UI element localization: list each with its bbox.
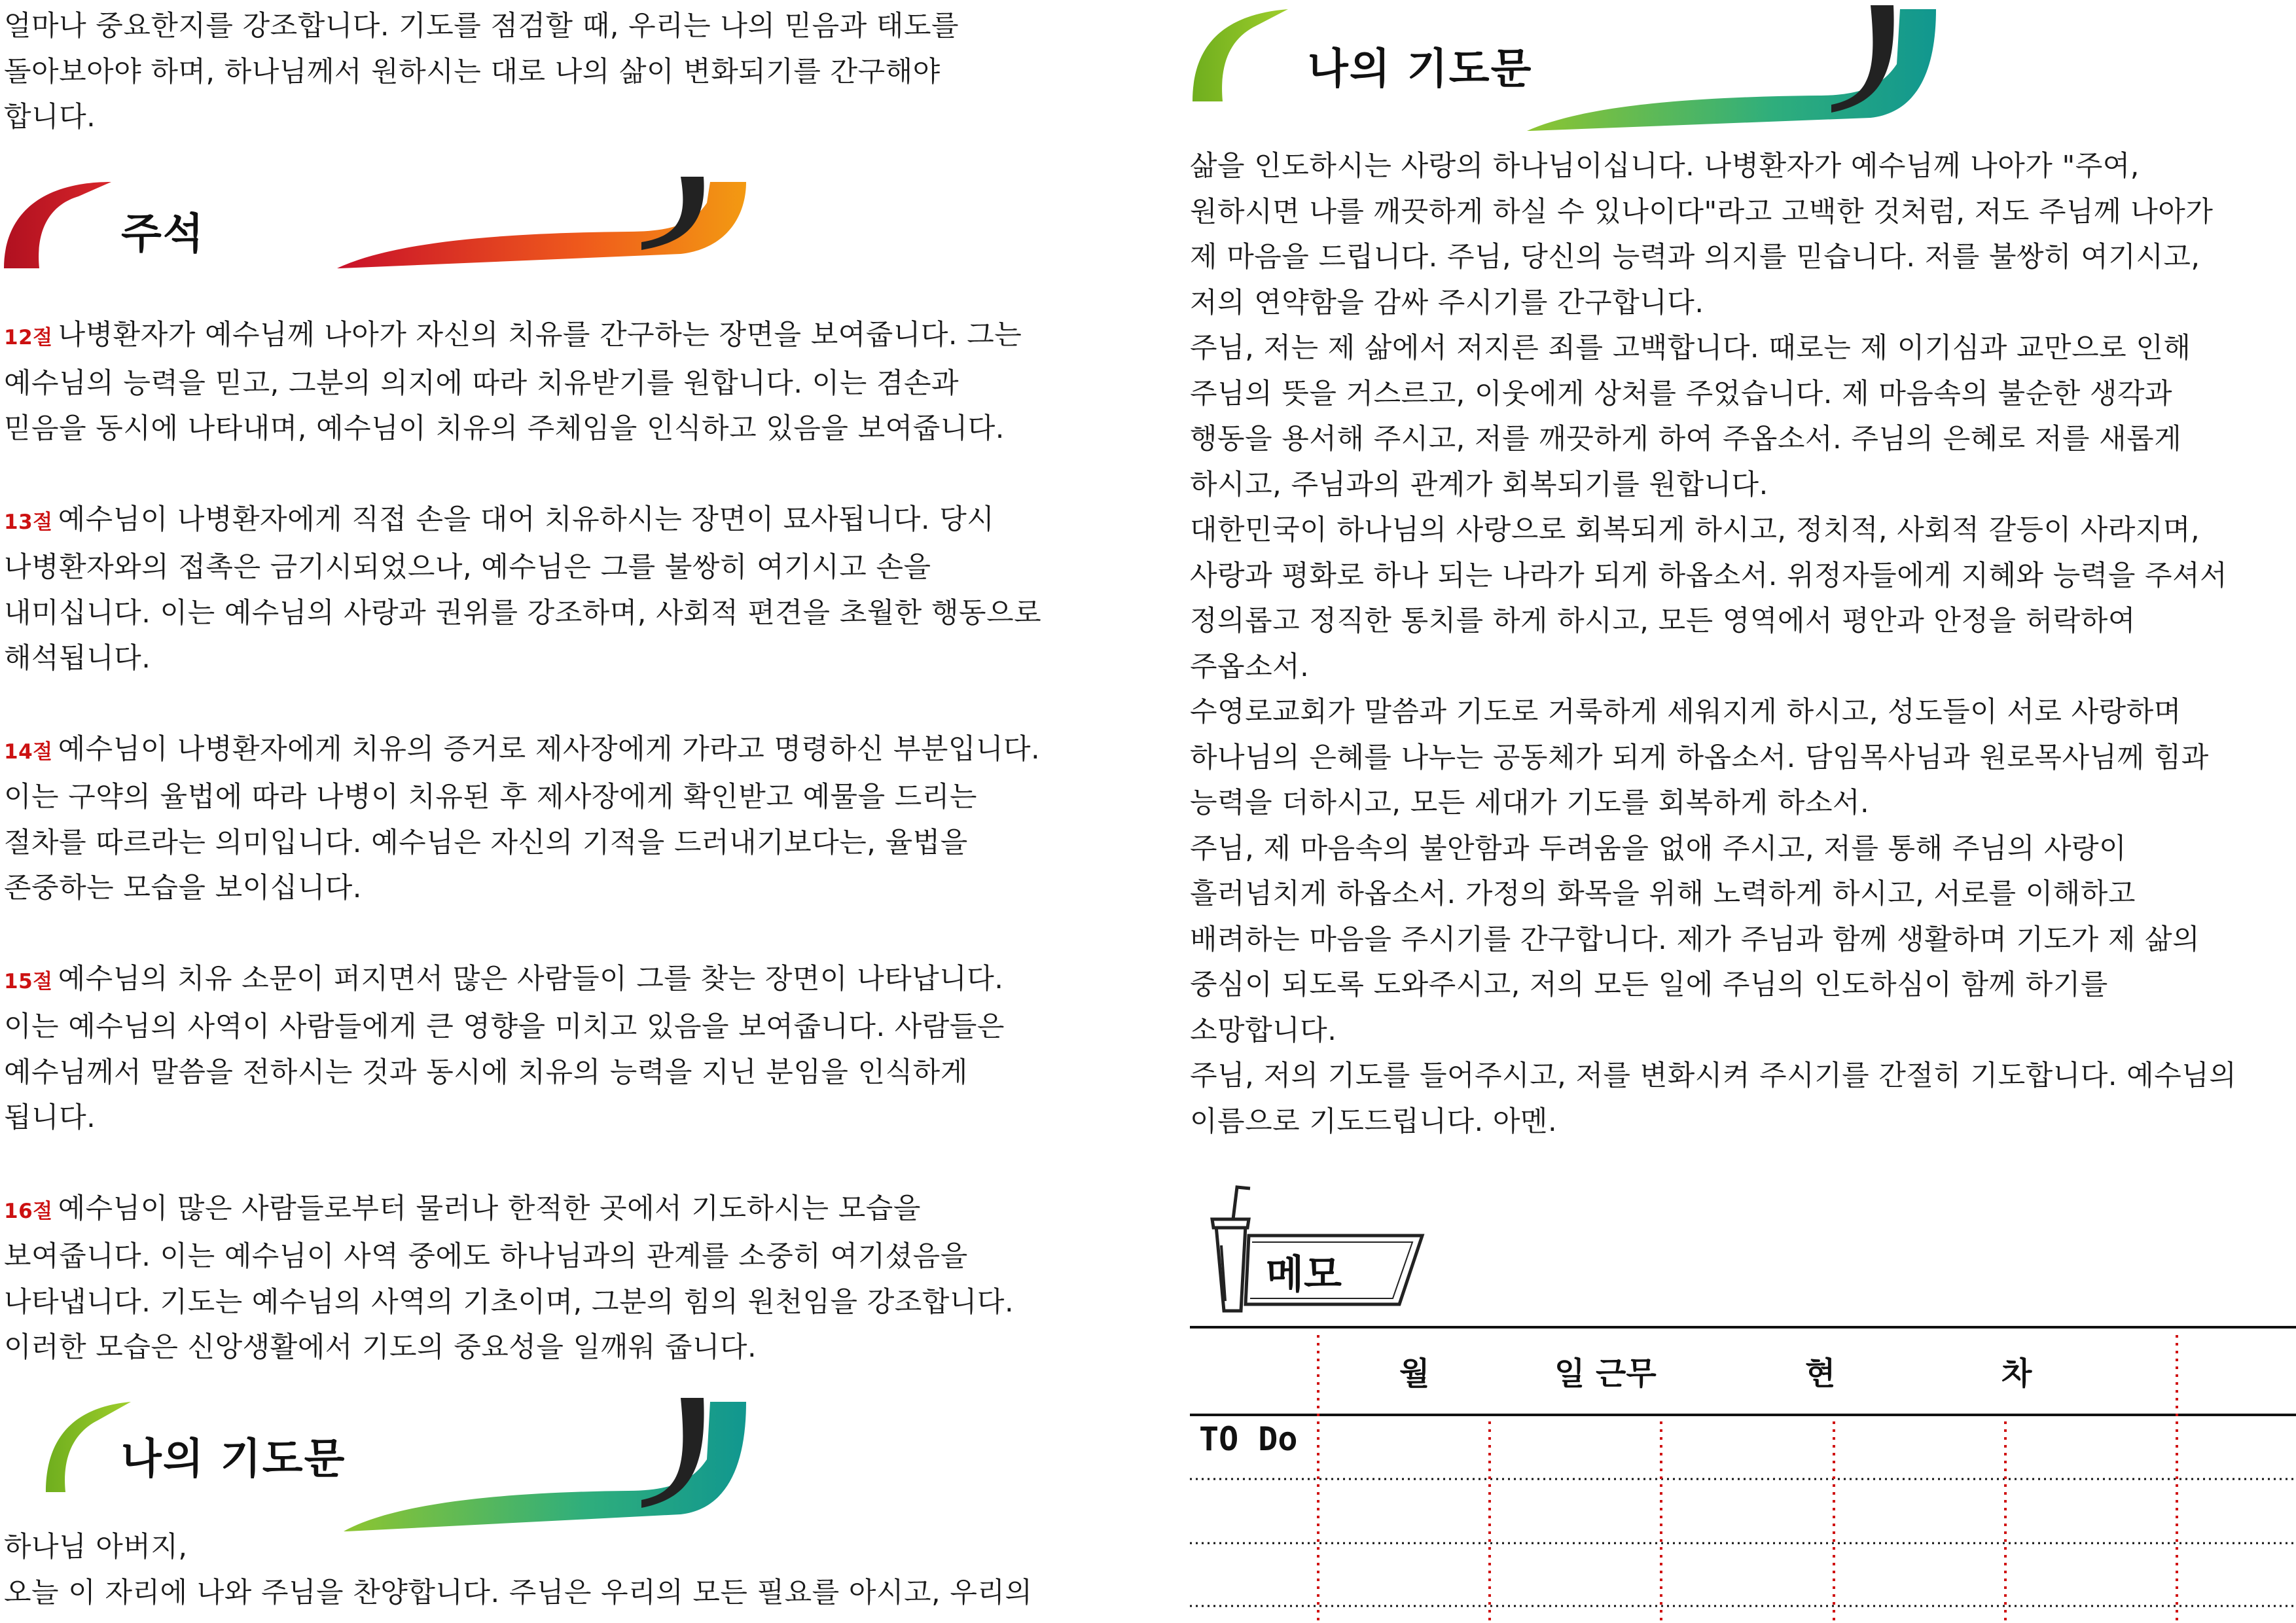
note-line: 보여줍니다. 이는 예수님이 사역 중에도 하나님과의 관계를 소중히 여기셨음을 <box>4 1240 968 1273</box>
note-line: 존중하는 모습을 보이십니다. <box>4 872 362 904</box>
notes-list <box>4 313 1110 1371</box>
prayer-body <box>1190 144 2296 1145</box>
prayer-line: 하나님의 은혜를 나누는 공동체가 되게 하옵소서. 담임목사님과 원로목사님께 힘과 <box>1190 741 2209 774</box>
prayer-line: 제 마음을 드립니다. 주님, 당신의 능력과 의지를 믿습니다. 저를 불쌍히 여기시고, <box>1190 241 2200 274</box>
prayer-line: 이름으로 기도드립니다. 아멘. <box>1190 1105 1558 1138</box>
prayer-line: 원하시면 나를 깨끗하게 하실 수 있나이다"라고 고백한 것처럼, 저도 주님께 나아가 <box>1190 195 2214 228</box>
prayer-line: 사랑과 평화로 하나 되는 나라가 되게 하옵소서. 위정자들에게 지혜와 능력을 주셔서 <box>1190 559 2228 592</box>
memo-title: 메모 <box>1266 1252 1342 1298</box>
prayer-title-left: 나의 기도문 <box>121 1435 346 1484</box>
verse-number: 15절 <box>4 969 53 993</box>
verse-number: 13절 <box>4 510 53 534</box>
prayer-line: 행동을 용서해 주시고, 저를 깨끗하게 하여 주옵소서. 주님의 은혜로 저를 새롭게 <box>1190 423 2182 455</box>
prayer-line: 주옵소서. <box>1190 650 1310 683</box>
header-work: 근무 <box>1596 1355 1657 1392</box>
prayer-line: 능력을 더하시고, 모든 세대가 기도를 회복하게 하소서. <box>1190 787 1870 819</box>
prayer-title-right: 나의 기도문 <box>1308 45 1533 94</box>
note-line: 예수님의 치유 소문이 퍼지면서 많은 사람들이 그를 찾는 장면이 나타납니다. <box>58 962 1004 995</box>
prayer-banner-graphic <box>0 1394 759 1531</box>
verse-number: 14절 <box>4 740 53 764</box>
todo-label: TO Do <box>1199 1420 1298 1458</box>
prayer-line: 수영로교회가 말씀과 기도로 거룩하게 세워지게 하시고, 성도들이 서로 사랑하며 <box>1190 696 2181 728</box>
prayer-banner-right <box>1190 0 1949 131</box>
notes-banner <box>0 177 759 268</box>
header-month: 월 <box>1399 1355 1430 1392</box>
note-line: 이는 구약의 율법에 따라 나병이 치유된 후 제사장에게 확인받고 예물을 드리는 <box>4 781 977 813</box>
prayer-line: 흘러넘치게 하옵소서. 가정의 화목을 위해 노력하게 하시고, 서로를 이해하고 <box>1190 878 2136 910</box>
note-item <box>4 727 1110 912</box>
memo-grid-lines <box>1190 1323 2296 1623</box>
header-day: 일 <box>1554 1355 1585 1392</box>
notes-title: 주석 <box>121 210 205 259</box>
intro-line: 돌아보아야 하며, 하나님께서 원하시는 대로 나의 삶이 변화되기를 간구해야 <box>4 55 941 88</box>
prayer-banner-graphic <box>1190 0 1949 131</box>
note-item <box>4 313 1110 452</box>
intro-text <box>4 4 959 141</box>
note-line: 믿음을 동시에 나타내며, 예수님이 치유의 주체임을 인식하고 있음을 보여줍니다. <box>4 412 1005 445</box>
note-item <box>4 1186 1110 1371</box>
prayer-line: 소망합니다. <box>1190 1014 1337 1047</box>
prayer-line: 주님, 저는 제 삶에서 저지른 죄를 고백합니다. 때로는 제 이기심과 교만으로 인해 <box>1190 332 2191 365</box>
note-line: 이는 예수님의 사역이 사람들에게 큰 영향을 미치고 있음을 보여줍니다. 사람들은 <box>4 1010 1005 1043</box>
prayer-line: 오늘 이 자리에 나와 주님을 찬양합니다. 주님은 우리의 모든 필요를 아시고, 우리의 <box>4 1576 1033 1609</box>
note-line: 예수님이 나병환자에게 치유의 증거로 제사장에게 가라고 명령하신 부분입니다. <box>58 732 1041 766</box>
note-item <box>4 497 1110 682</box>
note-line: 나병환자와의 접촉은 금기시되었으나, 예수님은 그를 불쌍히 여기시고 손을 <box>4 551 931 584</box>
note-line: 절차를 따르라는 의미입니다. 예수님은 자신의 기적을 드러내기보다는, 율법을 <box>4 826 968 859</box>
note-line: 됩니다. <box>4 1101 96 1134</box>
note-line: 내미십니다. 이는 예수님의 사랑과 권위를 강조하며, 사회적 편견을 초월한 행동으로 <box>4 596 1042 630</box>
prayer-start <box>4 1525 1032 1616</box>
header-car: 차 <box>2001 1355 2032 1392</box>
note-line: 예수님이 나병환자에게 직접 손을 대어 치유하시는 장면이 묘사됩니다. 당시 <box>58 503 995 536</box>
note-line: 이러한 모습은 신앙생활에서 기도의 중요성을 일깨워 줍니다. <box>4 1331 757 1364</box>
note-line: 나타냅니다. 기도는 예수님의 사역의 기초이며, 그분의 힘의 원천임을 강조합니다. <box>4 1285 1014 1319</box>
prayer-line: 주님, 제 마음속의 불안함과 두려움을 없애 주시고, 저를 통해 주님의 사랑이 <box>1190 832 2127 865</box>
prayer-banner-left <box>0 1394 759 1531</box>
note-item <box>4 957 1110 1141</box>
prayer-line: 삶을 인도하시는 사랑의 하나님이십니다. 나병환자가 예수님께 나아가 "주여, <box>1190 150 2140 183</box>
verse-number: 16절 <box>4 1199 53 1223</box>
memo-grid <box>1190 1323 2296 1623</box>
prayer-line: 주님의 뜻을 거스르고, 이웃에게 상처를 주었습니다. 제 마음속의 불순한 생각과 <box>1190 377 2173 410</box>
note-line: 예수님의 능력을 믿고, 그분의 의지에 따라 치유받기를 원합니다. 이는 겸손과 <box>4 366 960 400</box>
prayer-line: 주님, 저의 기도를 들어주시고, 저를 변화시켜 주시기를 간절히 기도합니다. 예수님의 <box>1190 1060 2237 1092</box>
note-line: 예수님께서 말씀을 전하시는 것과 동시에 치유의 능력을 지닌 분임을 인식하게 <box>4 1056 968 1089</box>
notes-banner-graphic <box>0 177 759 268</box>
note-line: 해석됩니다. <box>4 642 151 675</box>
prayer-line: 중심이 되도록 도와주시고, 저의 모든 일에 주님의 인도하심이 함께 하기를 <box>1190 969 2108 1001</box>
prayer-line: 하나님 아버지, <box>4 1531 188 1563</box>
memo-header <box>1196 1183 1432 1321</box>
prayer-line: 저의 연약함을 감싸 주시기를 간구합니다. <box>1190 286 1704 319</box>
intro-line: 얼마나 중요한지를 강조합니다. 기도를 점검할 때, 우리는 나의 믿음과 태도를 <box>4 10 960 43</box>
prayer-line: 대한민국이 하나님의 사랑으로 회복되게 하시고, 정치적, 사회적 갈등이 사라지며, <box>1190 514 2200 546</box>
note-line: 나병환자가 예수님께 나아가 자신의 치유를 간구하는 장면을 보여줍니다. 그는 <box>58 319 1022 351</box>
prayer-line: 하시고, 주님과의 관계가 회복되기를 원합니다. <box>1190 468 1768 501</box>
verse-number: 12절 <box>4 326 53 349</box>
intro-line: 합니다. <box>4 101 96 134</box>
prayer-line: 배려하는 마음을 주시기를 간구합니다. 제가 주님과 함께 생활하며 기도가 제 삶의 <box>1190 923 2200 956</box>
header-current: 현 <box>1805 1355 1836 1392</box>
prayer-line: 정의롭고 정직한 통치를 하게 하시고, 모든 영역에서 평안과 안정을 허락하여 <box>1190 605 2136 637</box>
note-line: 예수님이 많은 사람들로부터 물러나 한적한 곳에서 기도하시는 모습을 <box>58 1192 921 1225</box>
